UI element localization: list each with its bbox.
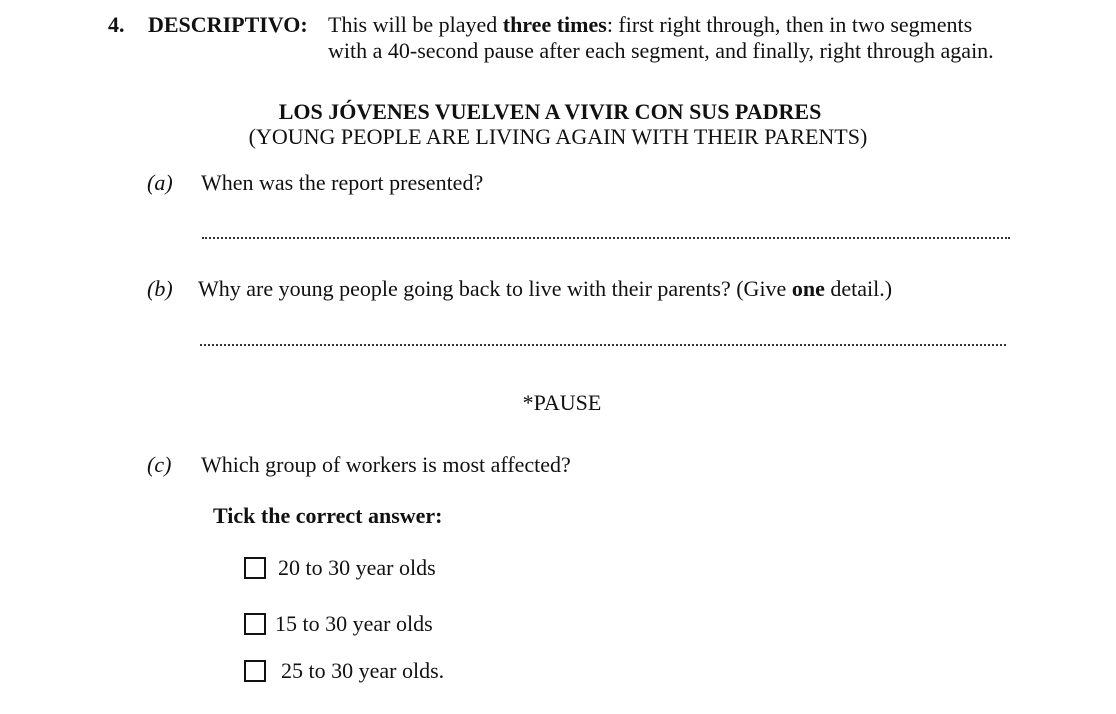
option-3-label: 25 to 30 year olds. bbox=[281, 658, 445, 683]
part-c-label: (c) bbox=[147, 452, 172, 477]
part-b-answer-line[interactable] bbox=[200, 344, 1006, 346]
pause-marker: *PAUSE bbox=[522, 390, 602, 415]
tick-instruction: Tick the correct answer: bbox=[213, 503, 443, 528]
option-2[interactable] bbox=[244, 611, 433, 637]
title-english: (YOUNG PEOPLE ARE LIVING AGAIN WITH THEIR PARENTS) bbox=[248, 124, 868, 149]
question-label: DESCRIPTIVO: bbox=[148, 12, 308, 37]
option-2-label: 15 to 30 year olds bbox=[275, 611, 433, 636]
instruction-pre: This will be played bbox=[328, 12, 503, 37]
option-3[interactable] bbox=[244, 658, 444, 684]
part-b-label: (b) bbox=[147, 276, 173, 301]
title-spanish: LOS JÓVENES VUELVEN A VIVIR CON SUS PADRES bbox=[278, 99, 822, 124]
part-a-label: (a) bbox=[147, 170, 173, 195]
question-instructions bbox=[328, 12, 994, 64]
instruction-post: : first right through, then in two segments bbox=[606, 12, 973, 37]
checkbox-option-1[interactable] bbox=[244, 557, 266, 579]
part-b-text-pre: Why are young people going back to live with their parents? (Give bbox=[198, 276, 792, 301]
part-b-text-bold: one bbox=[791, 276, 825, 301]
question-number: 4. bbox=[108, 12, 125, 37]
option-1[interactable] bbox=[244, 555, 436, 581]
option-1-label: 20 to 30 year olds bbox=[278, 555, 436, 580]
part-c-question: Which group of workers is most affected? bbox=[201, 452, 571, 477]
instruction-bold: three times bbox=[502, 12, 607, 37]
instruction-line-2: with a 40-second pause after each segment, and finally, right through again. bbox=[328, 38, 994, 63]
part-a-question: When was the report presented? bbox=[201, 170, 484, 195]
part-b-text-post: detail.) bbox=[824, 276, 893, 301]
checkbox-option-3[interactable] bbox=[244, 660, 266, 682]
part-a-answer-line[interactable] bbox=[202, 237, 1010, 239]
part-b-question bbox=[198, 276, 892, 302]
instruction-line-1 bbox=[328, 12, 994, 38]
checkbox-option-2[interactable] bbox=[244, 613, 266, 635]
